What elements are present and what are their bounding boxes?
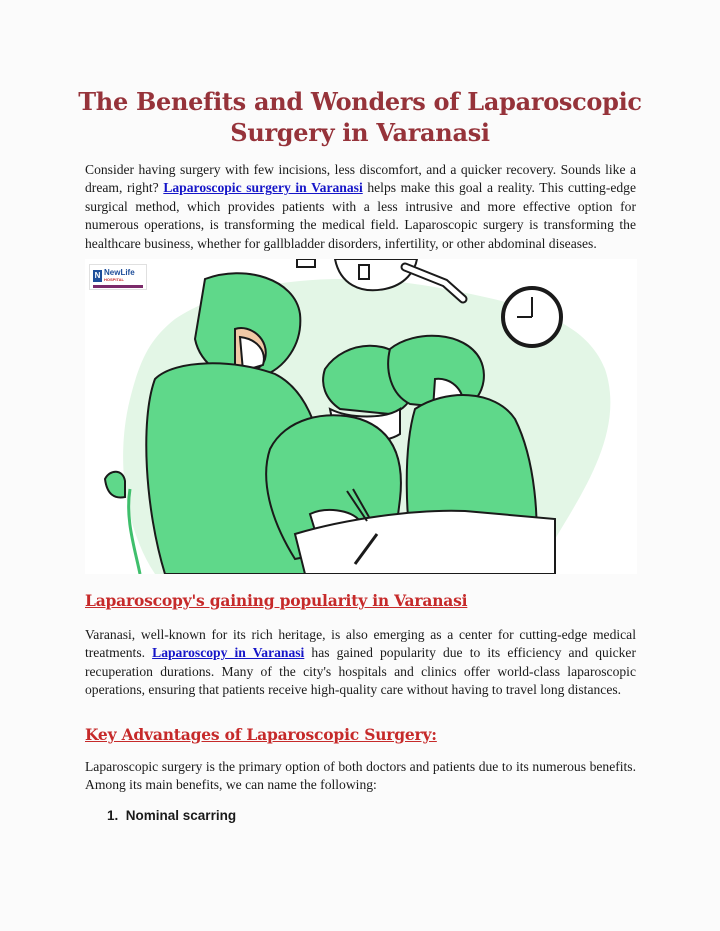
intro-text-before: Consider having surgery with few incisions, less discomfort, and a quicker recovery. Sounds like a dream, right?: [85, 162, 636, 196]
list-item: [107, 808, 236, 823]
page-title: The Benefits and Wonders of Laparoscopic Surgery in Varanasi: [78, 87, 642, 147]
popularity-paragraph: [85, 626, 636, 700]
logo-mark-icon: N: [94, 271, 101, 280]
wall-clock-icon: [503, 288, 561, 346]
logo-bar: [93, 285, 143, 288]
list-item-number: 1.: [107, 808, 119, 823]
surgery-scene: [85, 259, 637, 574]
popularity-text-after: has gained popularity due to its efficiency and quicker recuperation durations. Many of the city's hospitals and clinics offer world-class laparoscopic operations, ensuring that patients receive high-quality care without having to travel long distances.: [85, 645, 636, 698]
surgeons-illustration: [85, 259, 637, 574]
hospital-logo: [89, 264, 147, 290]
section-heading-advantages: Key Advantages of Laparoscopic Surgery:: [85, 725, 437, 744]
list-item-label: Nominal scarring: [125, 808, 237, 823]
logo-subtitle: HOSPITAL: [104, 277, 124, 282]
logo-name: NewLife: [104, 268, 135, 277]
laparoscopic-surgery-varanasi-link[interactable]: Laparoscopic surgery in Varanasi: [163, 180, 363, 196]
laparoscopy-varanasi-link[interactable]: Laparoscopy in Varanasi: [152, 645, 305, 661]
intro-paragraph: [85, 161, 636, 253]
popularity-text-before: Varanasi, well-known for its rich heritage, is also emerging as a center for cutting-edge medical treatments.: [85, 627, 636, 661]
intro-text-after: helps make this goal a reality. This cutting-edge surgical method, which provides patients with a less intrusive and more effective option for numerous operations, is transforming the medical field. Laparoscopic surgery is transforming the healthcare business, whether for gallbladder disorders, infertility, or other abdominal diseases.: [85, 180, 637, 251]
advantages-paragraph: Laparoscopic surgery is the primary option of both doctors and patients due to its numerous benefits. Among its main benefits, we can name the following:: [85, 759, 636, 793]
section-heading-popularity: Laparoscopy's gaining popularity in Varanasi: [85, 591, 468, 610]
